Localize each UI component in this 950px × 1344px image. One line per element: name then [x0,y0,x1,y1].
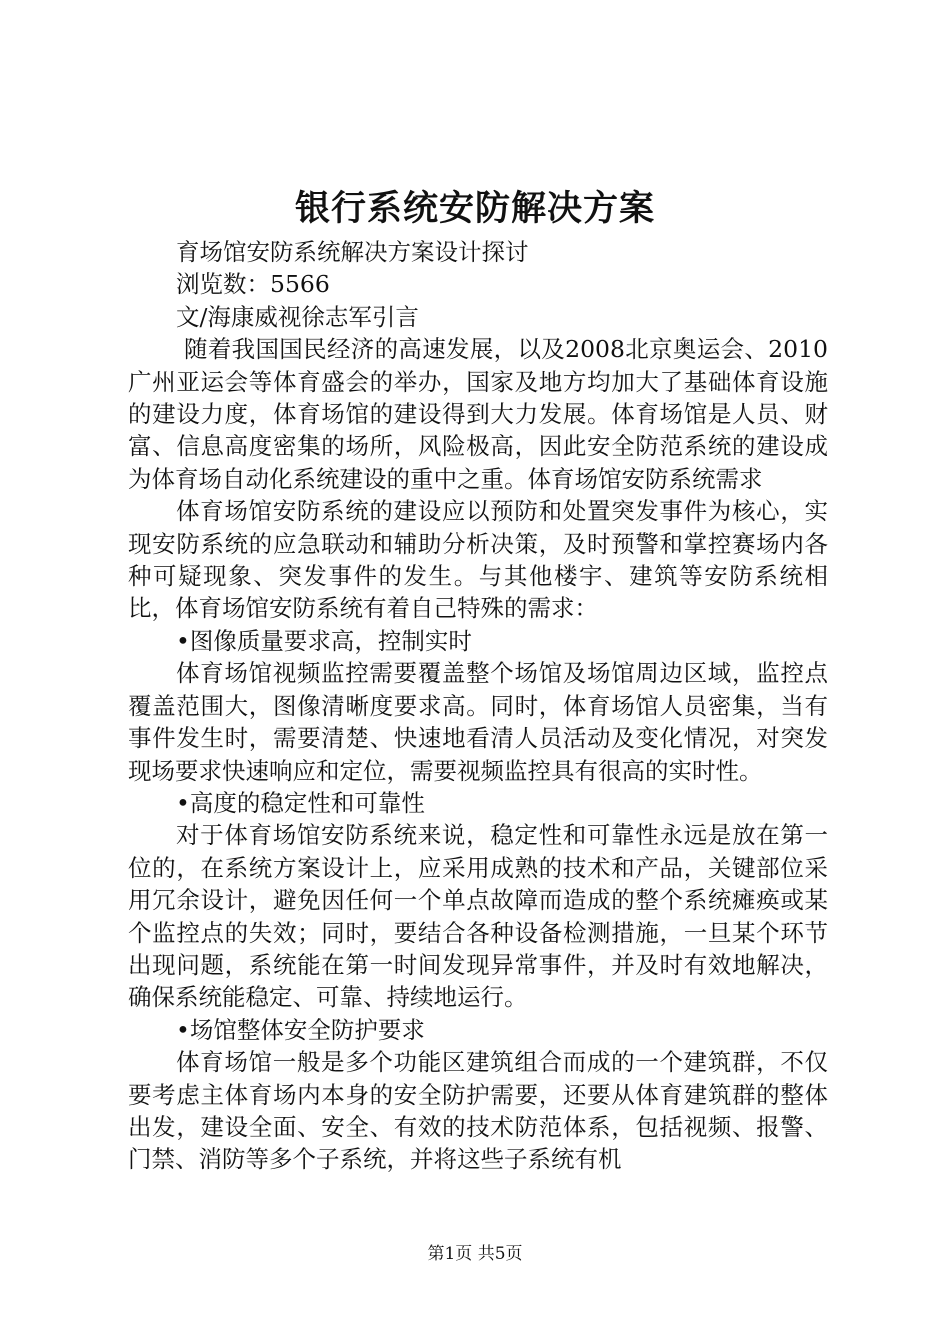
page-footer: 第1页 共5页 [427,1244,523,1264]
document-body [128,236,828,1176]
bullet-heading: •图像质量要求高，控制实时 [176,626,472,655]
view-count: 浏览数：5566 [176,270,330,299]
paragraph: 对于体育场馆安防系统来说，稳定性和可靠性永远是放在第一位的，在系统方案设计上，应采用成熟的技术和产品，关键部位采用冗余设计，避免因任何一个单点故障而造成的整个系统瘫痪或某个监控点的失效；同时，要结合各种设备检测措施，一旦某个环节出现问题，系统能在第一时间发现异常事件，并及时有效地解决，确保系统能稳定、可靠、持续地运行。 [128,821,828,1012]
document-title: 银行系统安防解决方案 [294,188,655,229]
author-intro: 文/海康威视徐志军引言 [176,302,419,331]
paragraph: 体育场馆安防系统的建设应以预防和处置突发事件为核心，实现安防系统的应急联动和辅助分析决策，及时预警和掌控赛场内各种可疑现象、突发事件的发生。与其他楼宇、建筑等安防系统相比，体育场馆安防系统有着自己特殊的需求： [128,497,828,623]
paragraph: 体育场馆视频监控需要覆盖整个场馆及场馆周边区域，监控点覆盖范围大，图像清晰度要求高。同时，体育场馆人员密集，当有事件发生时，需要清楚、快速地看清人员活动及变化情况，对突发现场要求快速响应和定位，需要视频监控具有很高的实时性。 [128,659,828,785]
paragraph: 随着我国国民经济的高速发展，以及2008北京奥运会、2010广州亚运会等体育盛会的举办，国家及地方均加大了基础体育设施的建设力度，体育场馆的建设得到大力发展。体育场馆是人员、财富、信息高度密集的场所，风险极高，因此安全防范系统的建设成为体育场自动化系统建设的重中之重。体育场馆安防系统需求 [128,335,828,493]
paragraph: 体育场馆一般是多个功能区建筑组合而成的一个建筑群，不仅要考虑主体育场内本身的安全防护需要，还要从体育建筑群的整体出发，建设全面、安全、有效的技术防范体系，包括视频、报警、门禁、消防等多个子系统，并将这些子系统有机 [128,1048,828,1174]
bullet-heading: •场馆整体安全防护要求 [176,1015,425,1044]
subtitle-line: 育场馆安防系统解决方案设计探讨 [176,238,529,266]
bullet-heading: •高度的稳定性和可靠性 [176,788,425,817]
